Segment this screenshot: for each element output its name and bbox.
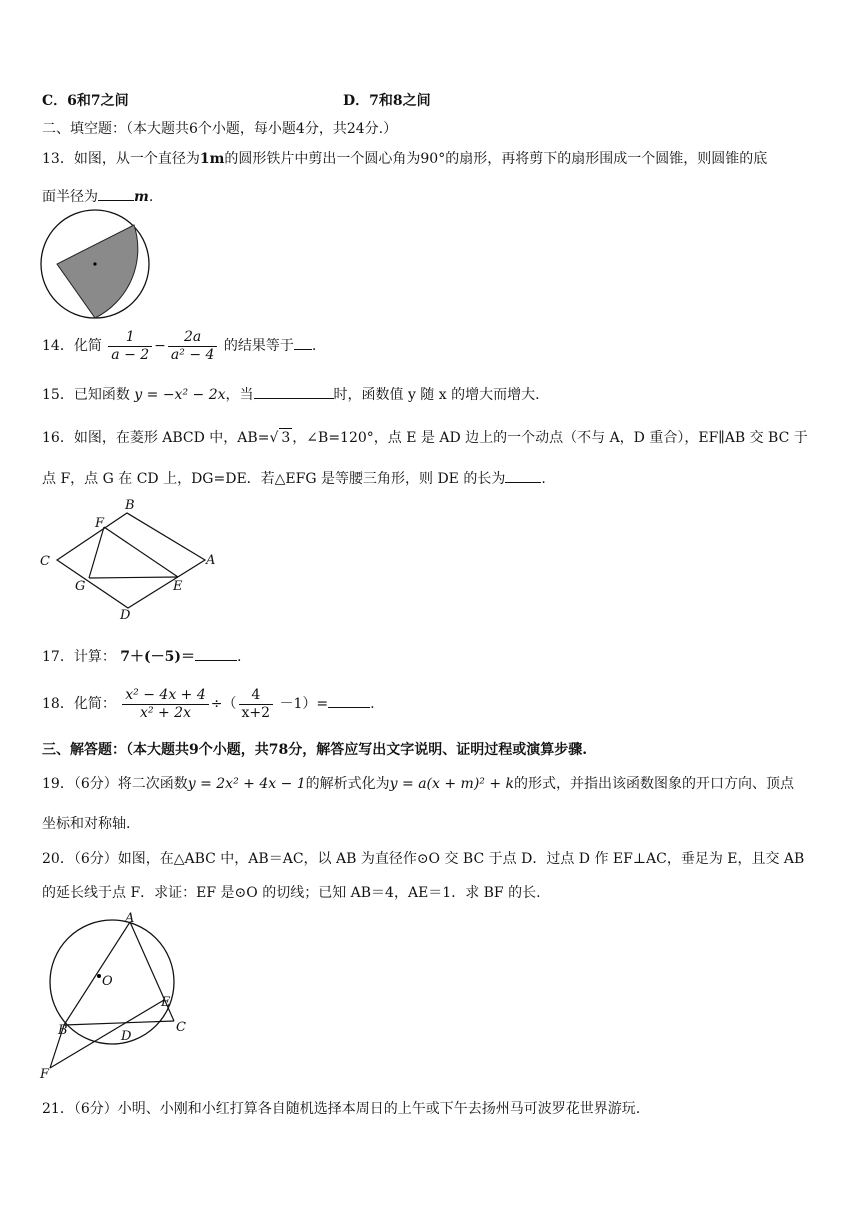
question-14: 14．化简 $\frac{1}{a - 2}$ − $\frac{2a}{\text{a² − 4}}$ 的结果等于 . bbox=[42, 328, 317, 363]
label-e: E bbox=[173, 579, 183, 594]
label-e: E bbox=[161, 995, 171, 1010]
label-c: C bbox=[40, 554, 50, 569]
fraction-2: $\frac{4}{x+2}$ bbox=[239, 687, 274, 722]
answer-blank bbox=[195, 646, 237, 661]
section-2-heading: 二、填空题：（本大题共6个小题，每小题4分，共24分.） bbox=[42, 121, 398, 137]
question-13-line-1: 13．如图，从一个直径为1m的圆形铁片中剪出一个圆心角为90°的扇形，再将剪下的扇形围成一个圆锥，则圆锥的底 bbox=[42, 151, 768, 167]
question-19-line-2: 坐标和对称轴. bbox=[42, 816, 131, 832]
label-g: G bbox=[75, 579, 86, 594]
q20-figure bbox=[36, 912, 192, 1084]
question-15: 15．已知函数 y = −x² − 2x，当 时，函数值 y 随 x 的增大而增大. bbox=[42, 384, 540, 404]
label-d: D bbox=[120, 608, 131, 622]
question-20-line-1: 20．（6分）如图，在△ABC 中，AB＝AC，以 AB 为直径作⊙O 交 BC 于点 D．过点 D 作 EF⊥AC，垂足为 E，且交 AB bbox=[42, 851, 805, 867]
label-d: D bbox=[121, 1029, 132, 1044]
q16-figure bbox=[38, 496, 220, 622]
question-13-line-2: 面半径为 m. bbox=[42, 186, 153, 206]
option-c: C．6和7之间 bbox=[42, 93, 129, 109]
label-c: C bbox=[176, 1020, 186, 1035]
fraction-1: $\frac{1}{a - 2}$ bbox=[108, 329, 152, 364]
answer-blank bbox=[98, 186, 134, 201]
label-f: F bbox=[95, 516, 105, 531]
answer-blank bbox=[328, 693, 370, 708]
label-b: B bbox=[125, 498, 135, 513]
label-b: B bbox=[58, 1023, 68, 1038]
question-19-line-1: 19．（6分）将二次函数y = 2x² + 4x − 1的解析式化为y = a(x + m)² + k的形式，并指出该函数图象的开口方向、顶点 bbox=[42, 776, 795, 792]
label-a: A bbox=[125, 912, 135, 926]
question-16-line-1: 16．如图，在菱形 ABCD 中，AB=√ 3 ，∠B=120°，点 E 是 AD 边上的一个动点（不与 A，D 重合），EF∥AB 交 BC 于 bbox=[42, 430, 808, 446]
label-o: O bbox=[102, 974, 113, 989]
section-3-heading: 三、解答题：（本大题共9个小题，共78分，解答应写出文字说明、证明过程或演算步骤. bbox=[42, 742, 588, 758]
question-18: 18．化简： $\frac{\text{x² − 4x + 4}}{\text{x² + 2x}}$ ÷（ $\frac{4}{x+2}$ －1）= . bbox=[42, 686, 375, 721]
answer-blank bbox=[294, 335, 312, 350]
question-21: 21．（6分）小明、小刚和小红打算各自随机选择本周日的上午或下午去扬州马可波罗花世界游玩. bbox=[42, 1101, 641, 1117]
label-a: A bbox=[206, 553, 216, 568]
fraction-1: $\frac{\text{x² − 4x + 4}}{\text{x² + 2x}}$ bbox=[122, 687, 208, 722]
question-20-line-2: 的延长线于点 F．求证：EF 是⊙O 的切线；已知 AB＝4，AE＝1．求 BF 的长. bbox=[42, 885, 541, 901]
question-16-line-2: 点 F，点 G 在 CD 上，DG=DE．若△EFG 是等腰三角形，则 DE 的长为 . bbox=[42, 468, 546, 488]
question-17: 17．计算： 7＋(－5)＝ . bbox=[42, 646, 241, 666]
label-f: F bbox=[40, 1067, 50, 1082]
answer-blank bbox=[505, 468, 541, 483]
q13-figure bbox=[38, 208, 154, 320]
fraction-2: $\frac{2a}{\text{a² − 4}}$ bbox=[168, 329, 218, 364]
option-d: D．7和8之间 bbox=[343, 93, 431, 109]
answer-blank bbox=[254, 384, 334, 399]
